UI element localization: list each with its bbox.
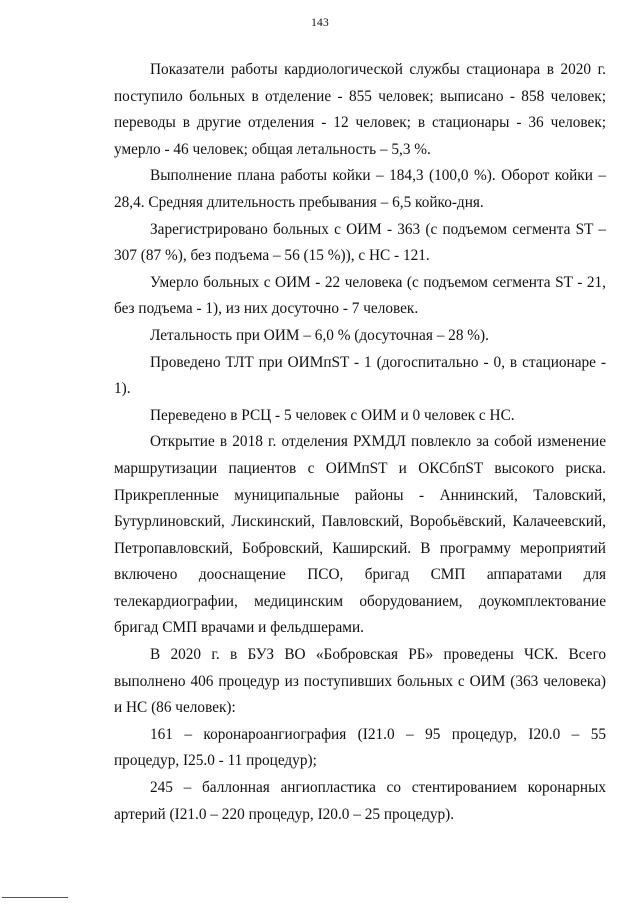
document-body bbox=[114, 57, 606, 828]
page-number: 143 bbox=[311, 17, 329, 29]
paragraph-registered-patients: Зарегистрировано больных с ОИМ - 363 (с подъемом сегмента ST – 307 (87 %), без подъема – 56 (15 %)), с НС - 121. bbox=[114, 220, 606, 265]
paragraph-angioplasty: 245 – баллонная ангиопластика со стентированием коронарных артерий (I21.0 – 220 процедур, I20.0 – 25 процедур). bbox=[114, 779, 606, 823]
paragraph-bed-plan: Выполнение плана работы койки – 184,3 (100,0 %). Оборот койки – 28,4. Средняя длительность пребывания – 6,5 койко-дня. bbox=[114, 167, 606, 211]
paragraph-transfers: Переведено в РСЦ - 5 человек с ОИМ и 0 человек с НС. bbox=[150, 406, 515, 424]
paragraph-thrombolysis: Проведено ТЛТ при ОИМпST - 1 (догоспитально - 0, в стационаре - 1). bbox=[114, 353, 606, 398]
paragraph-deaths: Умерло больных с ОИМ - 22 человека (с подъемом сегмента ST - 21, без подъема - 1), из них досуточно - 7 человек. bbox=[114, 273, 606, 318]
paragraph-routing: Открытие в 2018 г. отделения РХМДЛ повлекло за собой изменение маршрутизации пациентов с ОИМпST и ОКСбпST высокого риска. Прикрепленные муниципальные районы - Аннинский, Таловский, Бутурлиновский, Лискинский, Павловский, Воробьёвский, Калачеевский, Петропавловский, Бобровский, Каширский. В программу мероприятий включено дооснащение ПСО, бригад СМП аппаратами для телекардиографии, медицинским оборудованием, доукомплектование бригад СМП врачами и фельдшерами. bbox=[114, 433, 606, 637]
footnote-divider bbox=[2, 897, 68, 898]
paragraph-mortality: Летальность при ОИМ – 6,0 % (досуточная – 28 %). bbox=[150, 326, 489, 344]
paragraph-cardiology-indicators: Показатели работы кардиологической службы стационара в 2020 г. поступило больных в отделение - 855 человек; выписано - 858 человек; переводы в другие отделения - 12 человек; в стационары - 36 человек; умерло - 46 человек; общая летальность – 5,3 %. bbox=[114, 61, 606, 158]
paragraph-angiography: 161 – коронароангиография (I21.0 – 95 процедур, I20.0 – 55 процедур, I25.0 - 11 процедур); bbox=[114, 725, 606, 770]
paragraph-pci-total: В 2020 г. в БУЗ ВО «Бобровская РБ» проведены ЧСК. Всего выполнено 406 процедур из поступивших больных с ОИМ (363 человека) и НС (86 человек): bbox=[114, 646, 606, 717]
